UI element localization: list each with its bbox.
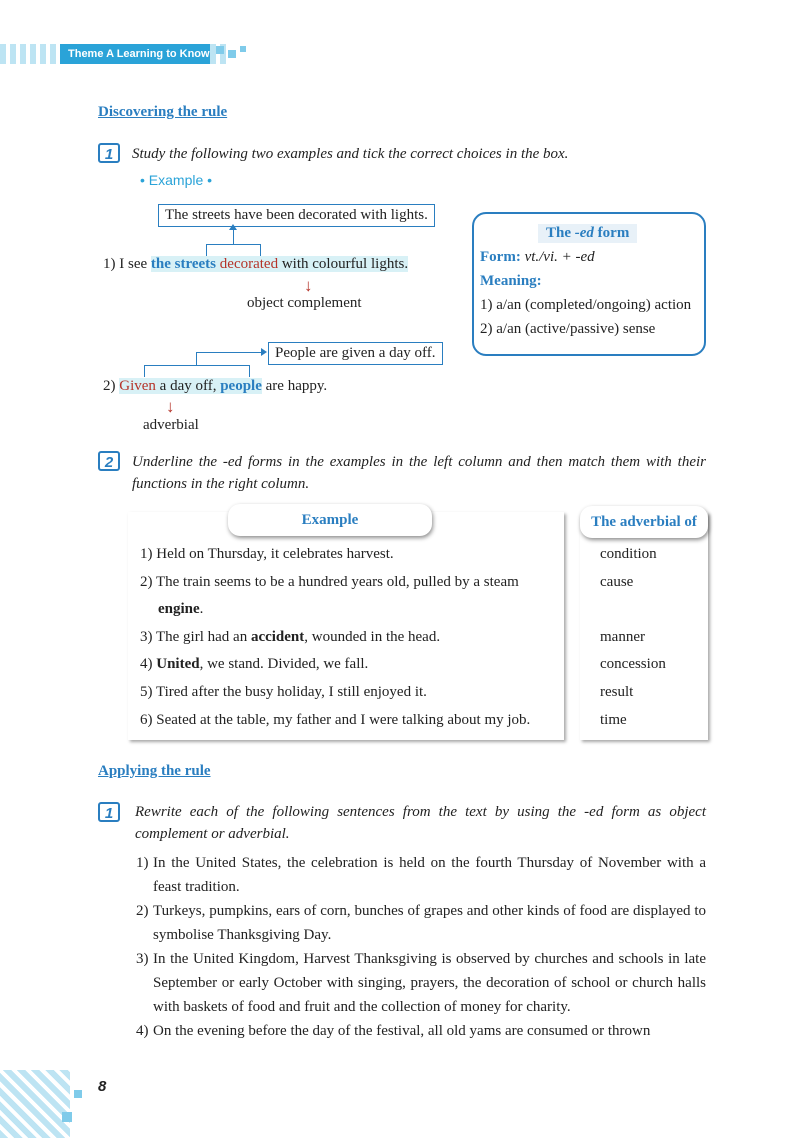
connector-line bbox=[144, 365, 250, 366]
down-arrow-icon: ↓ bbox=[166, 397, 175, 416]
function-item: condition bbox=[600, 546, 657, 562]
item-number: 4) bbox=[136, 1023, 149, 1039]
example2-subject: people bbox=[220, 378, 262, 394]
row-post: . bbox=[199, 601, 204, 617]
applying-instruction: Rewrite each of the following sentences from the text by using the -ed form as object complement or adverbial. bbox=[135, 804, 706, 842]
task-number-badge: 1 bbox=[98, 143, 120, 163]
row-text: 5) Tired after the busy holiday, I still enjoyed it. bbox=[140, 684, 427, 700]
function-item: manner bbox=[600, 629, 645, 645]
item-text: In the United States, the celebration is held on the fourth Thursday of November with a feast tradition. bbox=[153, 855, 706, 895]
theme-label: Theme A Learning to Know bbox=[60, 44, 210, 64]
example2-mid: a day off, bbox=[155, 378, 221, 394]
example2-box: People are given a day off. bbox=[268, 342, 443, 365]
example2-number: 2) bbox=[103, 378, 116, 394]
list-item bbox=[136, 899, 706, 947]
example-row bbox=[140, 656, 368, 673]
item-text: On the evening before the day of the festival, all old yams are consumed or thrown bbox=[153, 1023, 651, 1039]
ed-title-pre: The bbox=[546, 225, 575, 241]
form-value: vt./vi. + -ed bbox=[520, 249, 595, 265]
item-number: 3) bbox=[136, 951, 149, 967]
section-title-discovering: Discovering the rule bbox=[98, 104, 228, 120]
meaning-label: Meaning: bbox=[480, 273, 542, 289]
item-text: Turkeys, pumpkins, ears of corn, bunches of grapes and other kinds of food are displayed to symbolise Thanksgiving Day. bbox=[153, 903, 706, 943]
decor-pixel bbox=[74, 1090, 82, 1098]
examples-header: Example bbox=[228, 504, 432, 536]
functions-header: The adverbial of bbox=[580, 506, 708, 538]
connector-line bbox=[233, 228, 234, 244]
row-post: , wounded in the head. bbox=[304, 629, 441, 645]
row-bold: engine bbox=[158, 601, 200, 617]
example2-verb: Given bbox=[119, 378, 156, 394]
row-pre: 3) The girl had an bbox=[140, 629, 251, 645]
ed-form-title bbox=[538, 224, 637, 243]
item-text: In the United Kingdom, Harvest Thanksgiving is observed by churches and schools in late September or early October with singing, prayers, the decoration of school or church halls with baskets of food and fruit and the collection of money for charity. bbox=[153, 951, 706, 1015]
row-text: 2) The train seems to be a hundred years old, pulled by a steam bbox=[140, 574, 519, 590]
example-row bbox=[140, 574, 519, 591]
example-row bbox=[140, 629, 440, 646]
connector-line bbox=[206, 244, 207, 256]
ed-title-post: form bbox=[593, 225, 630, 241]
row-text: 6) Seated at the table, my father and I were talking about my job. bbox=[140, 712, 531, 728]
example-row bbox=[140, 712, 530, 729]
list-item bbox=[136, 947, 706, 1019]
task-number-badge: 2 bbox=[98, 451, 120, 471]
form-label: Form: bbox=[480, 249, 521, 265]
example1-verb: decorated bbox=[216, 256, 279, 272]
row-bold: accident bbox=[250, 629, 305, 645]
section-title-applying: Applying the rule bbox=[98, 763, 211, 779]
down-arrow-icon: ↓ bbox=[304, 276, 313, 295]
item-number: 2) bbox=[136, 903, 149, 919]
function-item: concession bbox=[600, 656, 666, 672]
meaning-option-2[interactable]: 2) a/an (active/passive) sense bbox=[480, 321, 656, 337]
connector-line bbox=[206, 244, 261, 245]
connector-line bbox=[196, 352, 262, 353]
example2-sentence bbox=[103, 378, 327, 395]
example1-box: The streets have been decorated with lights. bbox=[158, 204, 435, 227]
meaning-option-1[interactable]: 1) a/an (completed/ongoing) action bbox=[480, 297, 692, 313]
example-row bbox=[140, 684, 427, 701]
row-pre: 4) bbox=[140, 656, 157, 672]
example-row bbox=[140, 546, 394, 563]
decor-pixel bbox=[216, 46, 224, 54]
arrow-right-icon bbox=[261, 348, 267, 356]
item-number: 1) bbox=[136, 855, 149, 871]
ed-form-form bbox=[480, 249, 595, 266]
example1-highlight bbox=[151, 256, 408, 272]
example1-post: with colourful lights. bbox=[278, 256, 409, 272]
example1-number: 1) bbox=[103, 256, 116, 272]
function-item: result bbox=[600, 684, 634, 700]
example1-note: object complement bbox=[247, 295, 362, 311]
example-row bbox=[158, 601, 203, 618]
example1-object: the streets bbox=[150, 256, 217, 272]
task2-instruction: Underline the -ed forms in the examples in the left column and then match them with their functions in the right column. bbox=[132, 454, 706, 492]
list-item bbox=[136, 851, 706, 899]
example-label: • Example • bbox=[140, 172, 213, 188]
list-item bbox=[136, 1019, 706, 1043]
row-bold: United bbox=[156, 656, 200, 672]
arrow-up-icon bbox=[229, 224, 237, 230]
decor-pixel-block bbox=[0, 1070, 70, 1138]
decor-pixel bbox=[240, 46, 246, 52]
example1-sentence bbox=[103, 256, 408, 273]
connector-line bbox=[249, 365, 250, 377]
function-item: cause bbox=[600, 574, 634, 590]
example2-post: are happy. bbox=[261, 378, 328, 394]
decor-pixel bbox=[228, 50, 236, 58]
example1-pre: I see bbox=[119, 256, 151, 272]
page-number: 8 bbox=[98, 1078, 107, 1095]
ed-title-ed: -ed bbox=[574, 225, 594, 241]
decor-pixel bbox=[62, 1112, 72, 1122]
row-text: 1) Held on Thursday, it celebrates harvest. bbox=[140, 546, 394, 562]
example2-highlight bbox=[119, 378, 262, 394]
task-number-badge: 1 bbox=[98, 802, 120, 822]
task1-instruction: Study the following two examples and tick the correct choices in the box. bbox=[132, 146, 569, 162]
connector-line bbox=[144, 365, 145, 377]
row-post: , we stand. Divided, we fall. bbox=[199, 656, 369, 672]
example2-note: adverbial bbox=[143, 417, 199, 433]
function-item: time bbox=[600, 712, 627, 728]
connector-line bbox=[196, 352, 197, 366]
connector-line bbox=[260, 244, 261, 256]
